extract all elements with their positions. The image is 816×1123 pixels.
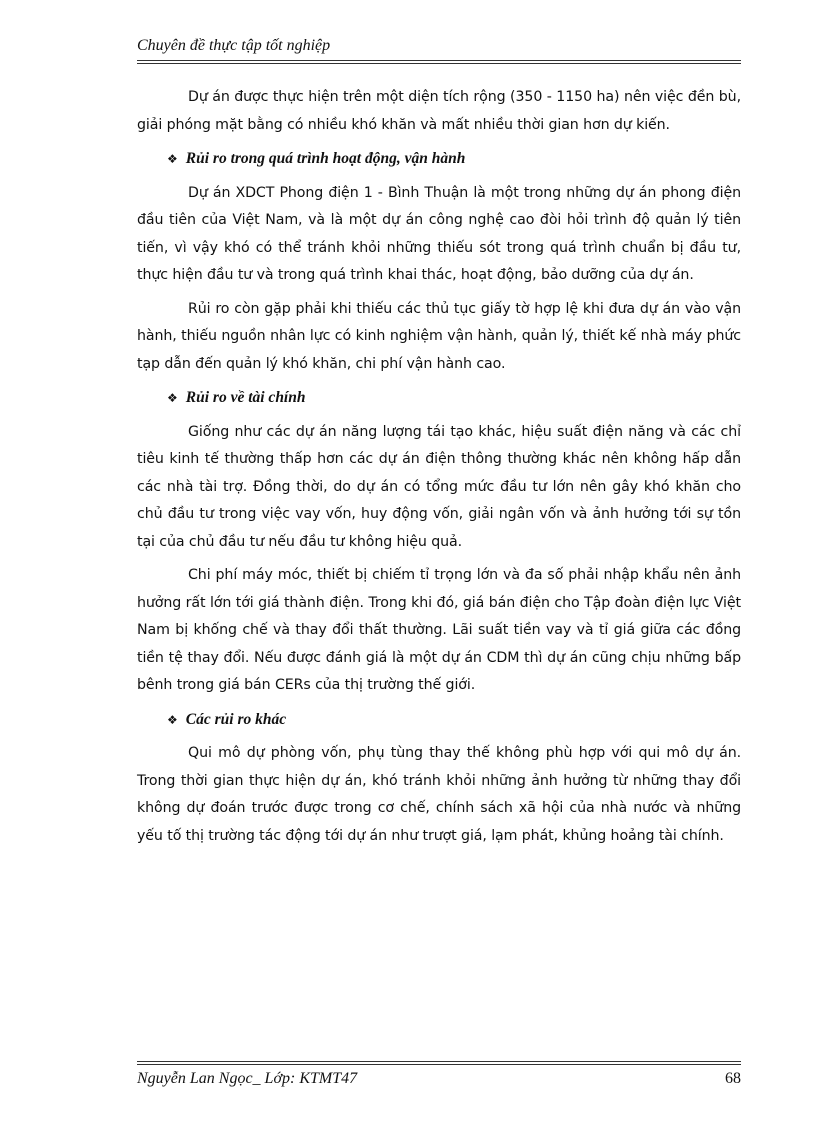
section-heading-text: Rủi ro về tài chính xyxy=(185,389,306,406)
document-body xyxy=(137,84,741,856)
header-rule xyxy=(137,60,741,64)
footer-rule xyxy=(137,1061,741,1065)
section-heading-text: Rủi ro trong quá trình hoạt động, vận hành xyxy=(185,150,466,167)
section-heading-text: Các rủi ro khác xyxy=(185,710,287,728)
paragraph: Qui mô dự phòng vốn, phụ tùng thay thế không phù hợp với qui mô dự án. Trong thời gian thực hiện dự án, khó tránh khỏi những ảnh hưởng từ những thay đổi không dự đoán trước được trong cơ chế, chính sách xã hội của nhà nước và những yếu tố thị trường tác động tới dự án như trượt giá, lạm phát, khủng hoảng tài chính. xyxy=(137,745,741,844)
paragraph: Giống như các dự án năng lượng tái tạo khác, hiệu suất điện năng và các chỉ tiêu kinh tế thường thấp hơn các dự án điện thông thường khác nên không hấp dẫn các nhà tài trợ. Đồng thời, do dự án có tổng mức đầu tư lớn nên gây khó khăn cho chủ đầu tư trong việc vay vốn, huy động vốn, giải ngân vốn và ảnh hưởng tới sự tồn tại của chủ đầu tư nếu đầu tư không hiệu quả. xyxy=(137,423,741,550)
header-title: Chuyên đề thực tập tốt nghiệp xyxy=(137,37,331,54)
section-heading xyxy=(167,145,741,174)
paragraph: Dự án được thực hiện trên một diện tích rộng (350 - 1150 ha) nên việc đền bù, giải phóng mặt bằng có nhiều khó khăn và mất nhiều thời gian hơn dự kiến. xyxy=(137,89,741,133)
page-header xyxy=(137,36,741,64)
diamond-bullet-icon: ❖ xyxy=(167,152,178,166)
diamond-bullet-icon: ❖ xyxy=(167,391,178,405)
page-footer xyxy=(137,1061,741,1089)
paragraph: Dự án XDCT Phong điện 1 - Bình Thuận là một trong những dự án phong điện đầu tiên của Việt Nam, và là một dự án công nghệ cao đòi hỏi trình độ quản lý tiên tiến, vì vậy khó có thể tránh khỏi những thiếu sót trong quá trình chuẩn bị đầu tư, thực hiện đầu tư và trong quá trình khai thác, hoạt động, bảo dưỡng của dự án. xyxy=(137,184,741,283)
diamond-bullet-icon: ❖ xyxy=(167,712,178,727)
paragraph: Rủi ro còn gặp phải khi thiếu các thủ tục giấy tờ hợp lệ khi đưa dự án vào vận hành, thiếu nguồn nhân lực có kinh nghiệm vận hành, quản lý, thiết kế nhà máy phức tạp dẫn đến quản lý khó khăn, chi phí vận hành cao. xyxy=(137,300,741,372)
page-number: 68 xyxy=(725,1070,741,1087)
footer-author: Nguyễn Lan Ngọc_ Lớp: KTMT47 xyxy=(137,1070,358,1087)
section-heading xyxy=(167,706,741,735)
section-heading xyxy=(167,384,741,413)
footer-line xyxy=(137,1069,741,1089)
paragraph: Chi phí máy móc, thiết bị chiếm tỉ trọng lớn và đa số phải nhập khẩu nên ảnh hưởng rất lớn tới giá thành điện. Trong khi đó, giá bán điện cho Tập đoàn điện lực Việt Nam bị khống chế và thay đổi thất thường. Lãi suất tiền vay và tỉ giá giữa các đồng tiền tệ thay đổi. Nếu được đánh giá là một dự án CDM thì dự án cũng chịu những bấp bênh trong giá bán CERs của thị trường thế giới. xyxy=(137,567,741,693)
